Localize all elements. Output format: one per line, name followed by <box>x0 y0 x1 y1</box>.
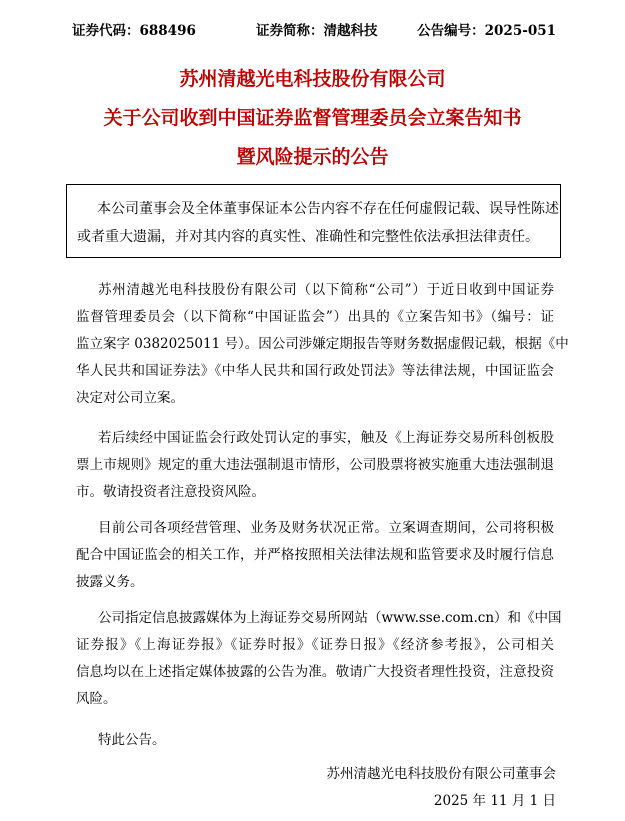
announcement-subtitle: 暨风险提示的公告 <box>236 146 389 168</box>
paragraph-line: 市。敬请投资者注意投资风险。 <box>76 484 265 500</box>
paragraph-line: 目前公司各项经营管理、业务及财务状况正常。立案调查期间，公司将积极 <box>98 520 554 536</box>
company-title: 苏州清越光电科技股份有限公司 <box>179 68 446 90</box>
stock-abbreviation: 证券简称：清越科技 <box>256 23 378 39</box>
board-guarantee-notice <box>66 184 561 258</box>
notice-line: 本公司董事会及全体董事保证本公告内容不存在任何虚假记载、误导性陈述 <box>97 201 559 217</box>
announcement-number: 公告编号：2025-051 <box>417 23 556 39</box>
paragraph-line: 华人民共和国证券法》《中华人民共和国行政处罚法》等法律法规，中国证监会 <box>76 363 554 379</box>
paragraph-line: 公司指定信息披露媒体为上海证券交易所网站（www.sse.com.cn）和《中国 <box>98 610 562 626</box>
paragraph-line: 票上市规则》规定的重大违法强制退市情形，公司股票将被实施重大违法强制退 <box>76 457 554 473</box>
notice-line: 或者重大遗漏，并对其内容的真实性、准确性和完整性依法承担法律责任。 <box>77 229 539 245</box>
signature-date: 2025 年 11 月 1 日 <box>433 793 556 809</box>
paragraph-line: 特此公告。 <box>98 732 166 748</box>
paragraph-line: 苏州清越光电科技股份有限公司（以下简称“公司”）于近日收到中国证券 <box>98 282 554 298</box>
paragraph-line: 配合中国证监会的相关工作，并严格按照相关法律法规和监管要求及时履行信息 <box>76 547 554 563</box>
paragraph-line: 监立案字 0382025011 号）。因公司涉嫌定期报告等财务数据虚假记载，根据《中 <box>76 336 569 352</box>
paragraph-line: 信息均以在上述指定媒体披露的公告为准。敬请广大投资者理性投资，注意投资 <box>76 664 554 680</box>
signature-company: 苏州清越光电科技股份有限公司董事会 <box>326 766 556 782</box>
document-header <box>72 21 556 41</box>
paragraph-line: 披露义务。 <box>76 574 144 590</box>
stock-code: 证券代码：688496 <box>72 23 196 39</box>
announcement-title: 关于公司收到中国证券监督管理委员会立案告知书 <box>103 107 522 129</box>
paragraph-line: 证券报》《上海证券报》《证券时报》《证券日报》《经济参考报》，公司相关 <box>76 637 554 653</box>
paragraph-line: 风险。 <box>76 691 117 707</box>
paragraph-line: 决定对公司立案。 <box>76 390 184 406</box>
paragraph-line: 若后续经中国证监会行政处罚认定的事实，触及《上海证券交易所科创板股 <box>98 430 554 446</box>
paragraph-line: 监督管理委员会（以下简称“中国证监会”）出具的《立案告知书》（编号：证 <box>76 309 554 325</box>
